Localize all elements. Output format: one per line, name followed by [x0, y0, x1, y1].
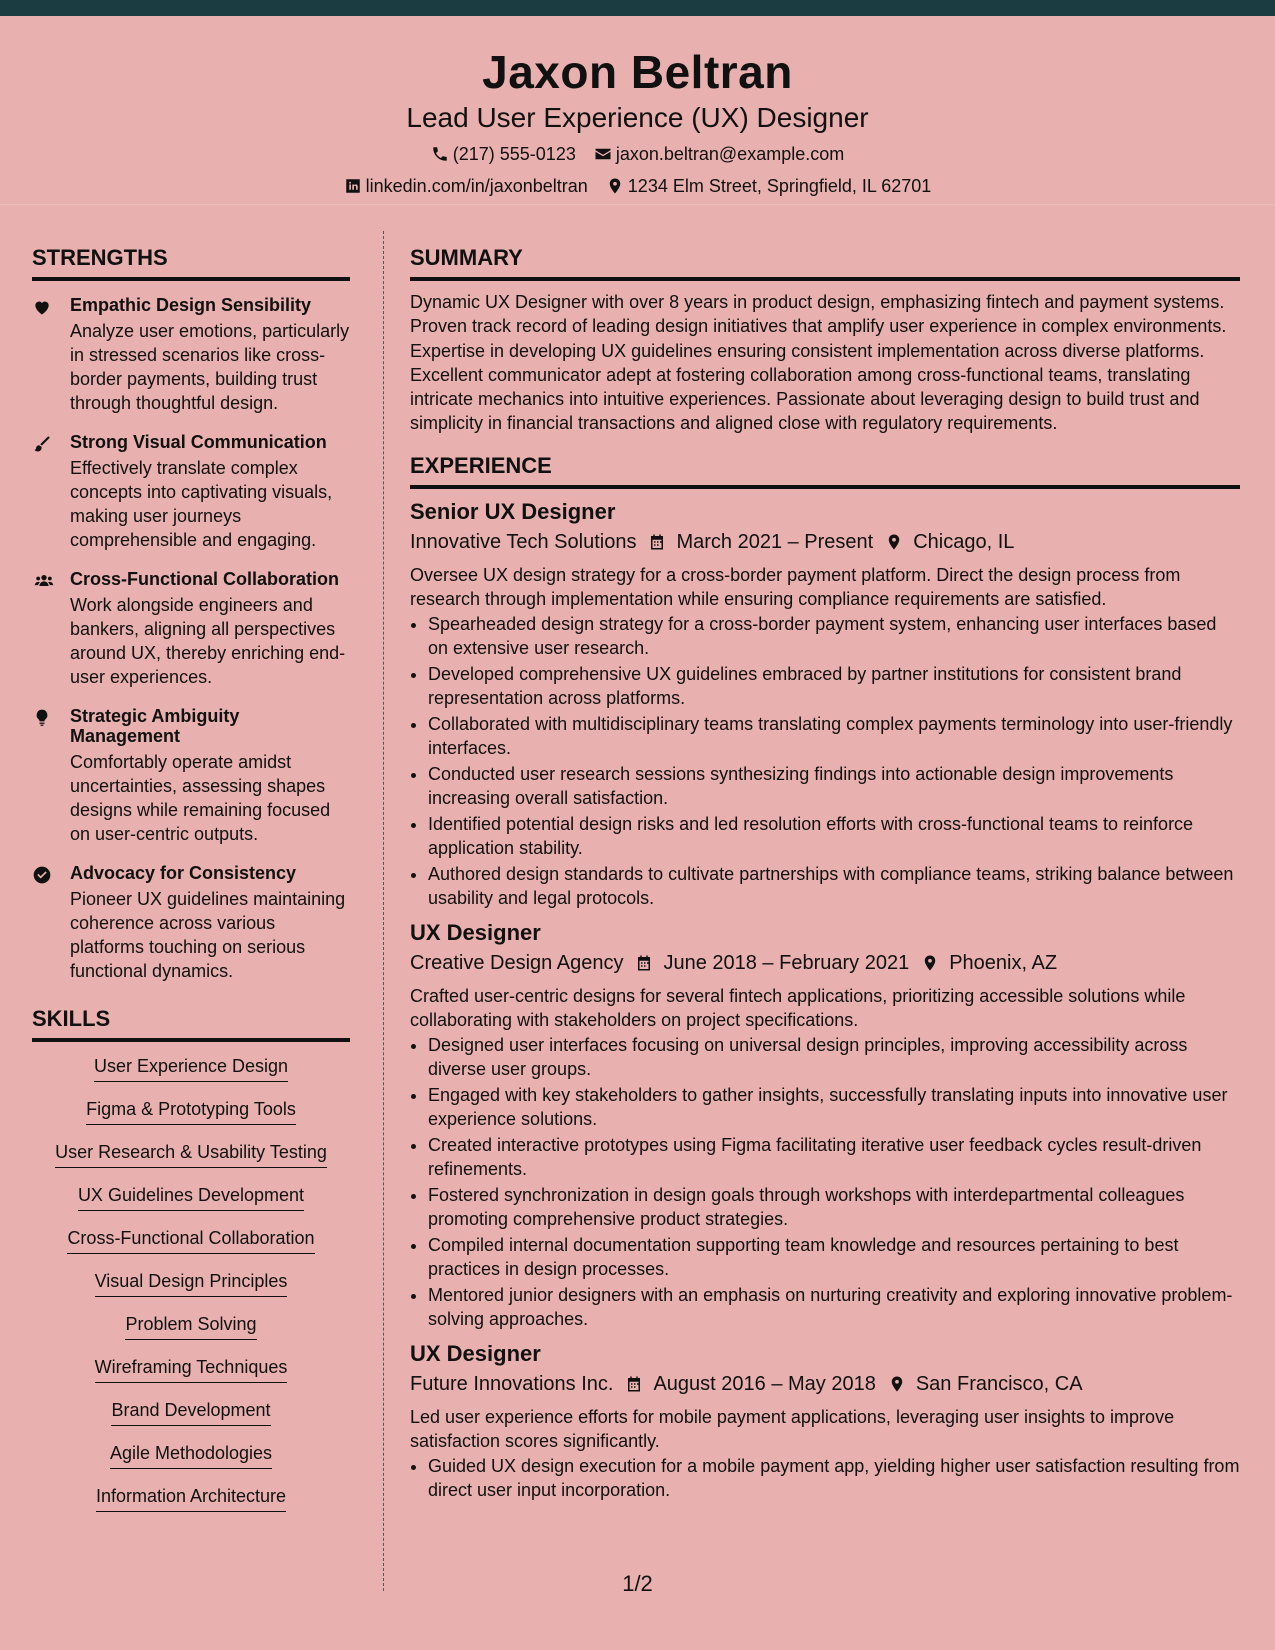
- strength-desc: Effectively translate complex concepts into captivating visuals, making user journeys comprehensible and engaging.: [70, 458, 333, 550]
- column-divider: [383, 231, 384, 1591]
- strength-item: [32, 863, 350, 983]
- address-text: 1234 Elm Street, Springfield, IL 62701: [627, 176, 932, 196]
- phone-icon: [431, 145, 449, 163]
- calendar-icon: [625, 1375, 643, 1393]
- job-dates: June 2018 – February 2021: [663, 951, 910, 974]
- strength-name: Empathic Design Sensibility: [70, 295, 312, 315]
- strength-desc: Comfortably operate amidst uncertainties, assessing shapes designs while remaining focused on user-centric outputs.: [70, 752, 331, 844]
- left-column: [32, 244, 350, 1527]
- strength-desc: Pioneer UX guidelines maintaining coherence across various platforms touching on serious functional dynamics.: [70, 889, 346, 981]
- skill-item: Agile Methodologies: [110, 1441, 272, 1469]
- strength-item: [32, 706, 350, 846]
- calendar-icon: [635, 954, 653, 972]
- job-bullet: • Created interactive prototypes using Figma facilitating iterative user feedback cycles result-driven refinements.: [428, 1133, 1240, 1181]
- job-bullets: [410, 1033, 1240, 1331]
- experience-heading: EXPERIENCE: [410, 452, 1240, 489]
- skill-item: Figma & Prototyping Tools: [86, 1097, 296, 1125]
- job-meta: [410, 1369, 1240, 1399]
- job-location: Chicago, IL: [913, 530, 1015, 553]
- job-bullets: [410, 612, 1240, 910]
- job-bullet: • Developed comprehensive UX guidelines embraced by partner institutions for consistent brand representation across platforms.: [428, 662, 1240, 710]
- lightbulb-icon: [32, 708, 52, 728]
- heart-icon: [32, 297, 52, 317]
- phone-text: (217) 555-0123: [452, 144, 576, 164]
- skills-list: [32, 1054, 350, 1527]
- candidate-name: Jaxon Beltran: [482, 46, 793, 98]
- envelope-icon: [594, 145, 612, 163]
- skill-item: User Experience Design: [94, 1054, 288, 1082]
- job-bullets: [410, 1454, 1240, 1502]
- page-number: 1/2: [622, 1571, 653, 1596]
- skill-item: Brand Development: [111, 1398, 270, 1426]
- job-description: Led user experience efforts for mobile payment applications, leveraging user insights to improve satisfaction scores significantly.: [410, 1406, 1175, 1451]
- skill-item: User Research & Usability Testing: [55, 1140, 327, 1168]
- skill-item: Problem Solving: [125, 1312, 256, 1340]
- job-company: Future Innovations Inc.: [410, 1372, 614, 1395]
- contact-linkedin[interactable]: [344, 174, 588, 198]
- strength-desc: Analyze user emotions, particularly in stressed scenarios like cross-border payments, building trust through thoughtful design.: [70, 321, 350, 413]
- job-location: Phoenix, AZ: [949, 951, 1058, 974]
- job-dates: August 2016 – May 2018: [653, 1372, 876, 1395]
- job-bullet: • Mentored junior designers with an emphasis on nurturing creativity and exploring innovative problem-solving approaches.: [428, 1283, 1240, 1331]
- check-circle-icon: [32, 865, 52, 885]
- job-bullet: • Guided UX design execution for a mobile payment app, yielding higher user satisfaction resulting from direct user input incorporation.: [428, 1454, 1240, 1502]
- brush-icon: [32, 434, 52, 454]
- job-bullet: • Collaborated with multidisciplinary teams translating complex payments terminology into user-friendly interfaces.: [428, 712, 1240, 760]
- job-company: Creative Design Agency: [410, 951, 624, 974]
- job-bullet: • Conducted user research sessions synthesizing findings into actionable design improvements increasing overall satisfaction.: [428, 762, 1240, 810]
- linkedin-icon: [344, 177, 362, 195]
- contact-row-2: [0, 174, 1275, 198]
- strength-item: [32, 569, 350, 689]
- map-marker-icon: [606, 177, 624, 195]
- job-company: Innovative Tech Solutions: [410, 530, 637, 553]
- job-meta: [410, 948, 1240, 978]
- strengths-list: [32, 295, 350, 983]
- job-description: Oversee UX design strategy for a cross-border payment platform. Direct the design process from research through implementation while ensuring compliance requirements are satisfied.: [410, 564, 1181, 609]
- skills-heading: SKILLS: [32, 1005, 350, 1042]
- summary-heading: SUMMARY: [410, 244, 1240, 281]
- resume-header: [0, 16, 1275, 205]
- job-entry: [410, 497, 1240, 910]
- job-title: Senior UX Designer: [410, 498, 616, 524]
- job-bullet: • Identified potential design risks and led resolution efforts with cross-functional teams to reinforce application stability.: [428, 812, 1240, 860]
- top-bar: [0, 0, 1275, 16]
- job-entry: [410, 1339, 1240, 1502]
- skill-item: UX Guidelines Development: [78, 1183, 304, 1211]
- strength-item: [32, 432, 350, 552]
- right-column: [410, 244, 1240, 1504]
- contact-phone: [431, 142, 576, 166]
- linkedin-text[interactable]: linkedin.com/in/jaxonbeltran: [365, 176, 588, 196]
- job-bullet: • Compiled internal documentation supporting team knowledge and resources pertaining to best practices in design processes.: [428, 1233, 1240, 1281]
- skill-item: Wireframing Techniques: [95, 1355, 288, 1383]
- users-icon: [32, 571, 56, 591]
- candidate-title: Lead User Experience (UX) Designer: [406, 102, 869, 133]
- email-text[interactable]: jaxon.beltran@example.com: [615, 144, 845, 164]
- job-title: UX Designer: [410, 919, 541, 945]
- job-meta: [410, 527, 1240, 557]
- job-bullet: • Authored design standards to cultivate partnerships with compliance teams, striking balance between usability and legal protocols.: [428, 862, 1240, 910]
- strength-desc: Work alongside engineers and bankers, aligning all perspectives around UX, thereby enriching end-user experiences.: [70, 595, 346, 687]
- map-marker-icon: [921, 954, 939, 972]
- strength-name: Strategic Ambiguity Management: [70, 706, 240, 746]
- job-title: UX Designer: [410, 1340, 541, 1366]
- strength-name: Cross-Functional Collaboration: [70, 569, 340, 589]
- skill-item: Cross-Functional Collaboration: [67, 1226, 314, 1254]
- map-marker-icon: [885, 533, 903, 551]
- job-bullet: • Designed user interfaces focusing on universal design principles, improving accessibility across diverse user groups.: [428, 1033, 1240, 1081]
- job-location: San Francisco, CA: [915, 1372, 1083, 1395]
- calendar-icon: [648, 533, 666, 551]
- skill-item: Visual Design Principles: [95, 1269, 288, 1297]
- job-entry: [410, 918, 1240, 1331]
- strength-name: Advocacy for Consistency: [70, 863, 297, 883]
- job-bullet: • Fostered synchronization in design goals through workshops with interdepartmental colleagues promoting comprehensive product strategies.: [428, 1183, 1240, 1231]
- skill-item: Information Architecture: [96, 1484, 286, 1512]
- contact-email[interactable]: [594, 142, 844, 166]
- strengths-heading: STRENGTHS: [32, 244, 350, 281]
- job-bullet: • Spearheaded design strategy for a cross-border payment system, enhancing user interfaces based on extensive user research.: [428, 612, 1240, 660]
- contact-row-1: [0, 142, 1275, 166]
- job-dates: March 2021 – Present: [676, 530, 874, 553]
- contact-address: [606, 174, 932, 198]
- summary-text: Dynamic UX Designer with over 8 years in product design, emphasizing fintech and payment systems. Proven track record of leading design initiatives that amplify user experience in complex environments. Expertise in developing UX guidelines ensuring consistent implementation across diverse platforms. Excellent communicator adept at fostering collaboration among cross-functional teams, translating intricate mechanics into intuitive experiences. Passionate about leveraging design to build trust and simplicity in financial transactions and aligned close with regulatory requirements.: [410, 292, 1227, 434]
- job-description: Crafted user-centric designs for several fintech applications, prioritizing accessible solutions while collaborating with stakeholders on project specifications.: [410, 985, 1186, 1030]
- strength-name: Strong Visual Communication: [70, 432, 327, 452]
- map-marker-icon: [888, 1375, 906, 1393]
- strength-item: [32, 295, 350, 415]
- job-bullet: • Engaged with key stakeholders to gather insights, successfully translating inputs into innovative user experience solutions.: [428, 1083, 1240, 1131]
